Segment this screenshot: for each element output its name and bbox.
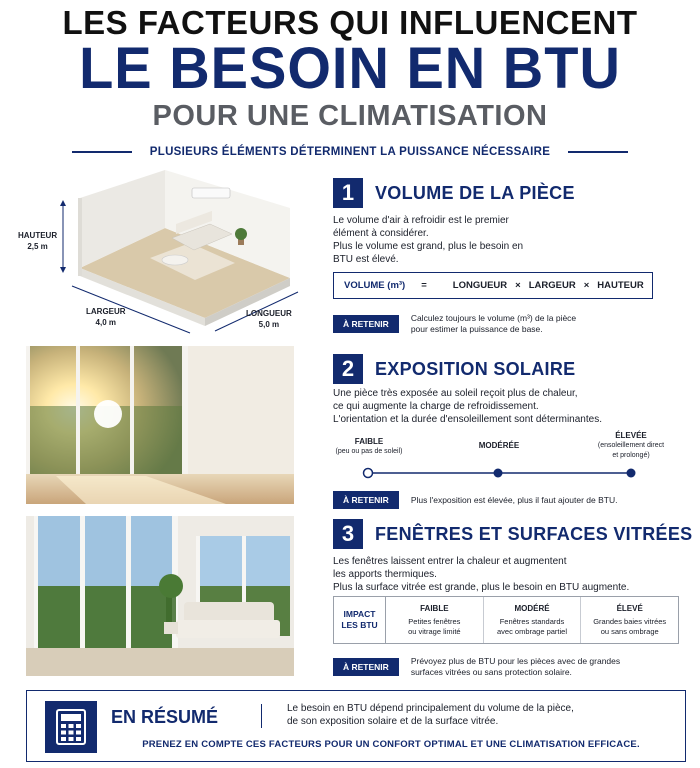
living-room-photo [26,516,294,676]
subtitle-divider-right [568,151,628,153]
retenir-text: Calculez toujours le volume (m³) de la pièce pour estimer la puissance de base. [410,313,577,334]
title-line-1: LES FACTEURS QUI INFLUENCENT [62,4,638,41]
impact-head: IMPACT LES BTU [334,597,386,643]
summary-cta: PRENEZ EN COMPTE CES FACTEURS POUR UN CONFORT OPTIMAL ET UNE CLIMATISATION EFFICACE. [142,739,640,750]
formula-volume: VOLUME (m³) [344,280,406,291]
section-3-title: FENÊTRES ET SURFACES VITRÉES [375,523,693,544]
longueur-dimension: LONGUEUR 5,0 m [246,309,292,329]
formula-longueur: LONGUEUR [452,280,508,291]
subtitle-divider-left [72,151,132,153]
section-2-text: Une pièce très exposée au soleil reçoit plus de chaleur, ce qui augmente la charge de refroidissement. L'orientation et la durée d'ensoleillement sont déterminantes. [333,388,602,425]
hauteur-dimension: HAUTEUR 2,5 m [18,231,58,251]
section-1-retenir [333,313,576,335]
impact-col-mid: MODÉRÉ Fenêtres standards avec ombrage partiel [484,597,582,643]
section-2-title: EXPOSITION SOLAIRE [375,358,576,379]
retenir-badge: À RETENIR [333,658,399,676]
summary-divider [261,704,262,728]
section-3-heading [333,519,692,549]
section-1-title: VOLUME DE LA PIÈCE [375,182,575,203]
formula-equals: = [421,280,427,291]
section-3-number: 3 [333,519,363,549]
calculator-icon [45,701,97,753]
section-3-retenir [333,656,620,678]
impact-col-high: ÉLEVÉ Grandes baies vitrées ou sans ombrage [593,603,667,636]
scale-high-label: ÉLEVÉE (ensoleillement direct et prolongé) [597,431,665,459]
subtitle: PLUSIEURS ÉLÉMENTS DÉTERMINENT LA PUISSANCE NÉCESSAIRE [149,146,551,158]
largeur-dimension: LARGEUR 4,0 m [86,307,126,327]
section-2-heading [333,354,575,384]
retenir-badge: À RETENIR [333,491,399,509]
title-line-3: POUR UNE CLIMATISATION [152,100,548,132]
section-1-heading [333,178,575,208]
section-1-text: Le volume d'air à refroidir est le premier élément à considérer. Plus le volume est grand, plus le besoin en BTU est élevé. [333,215,524,265]
summary-box [26,690,686,762]
title-line-2: LE BESOIN EN BTU [79,34,621,101]
scale-low-label: FAIBLE (peu ou pas de soleil) [335,437,403,455]
retenir-badge: À RETENIR [333,315,399,333]
impact-table [333,596,679,644]
subtitle-row [0,146,700,158]
scale-mid-label: MODÉRÉE [478,441,520,450]
impact-col-low: FAIBLE Petites fenêtres ou vitrage limité [386,597,484,643]
summary-text: Le besoin en BTU dépend principalement du volume de la pièce, de son exposition solaire et de la surface vitrée. [287,703,574,727]
volume-formula [333,272,653,299]
room-illustration [0,168,320,338]
section-3-text: Les fenêtres laissent entrer la chaleur et augmentent les apports thermiques. Plus la surface vitrée est grande, plus le besoin en BTU augmente. [333,556,630,593]
section-2-retenir [333,491,618,509]
retenir-text: Prévoyez plus de BTU pour les pièces avec de grandes surfaces vitrées ou sans protection solaire. [410,656,621,677]
section-2-number: 2 [333,354,363,384]
formula-hauteur: HAUTEUR [597,280,644,291]
retenir-text: Plus l'exposition est élevée, plus il faut ajouter de BTU. [410,494,618,505]
formula-times-1: × [515,280,521,291]
summary-title: EN RÉSUMÉ [111,707,219,727]
section-1-number: 1 [333,178,363,208]
exposure-scale [360,466,640,480]
sunny-room-photo [26,346,294,504]
formula-times-2: × [583,280,590,291]
formula-largeur: LARGEUR [528,280,576,291]
